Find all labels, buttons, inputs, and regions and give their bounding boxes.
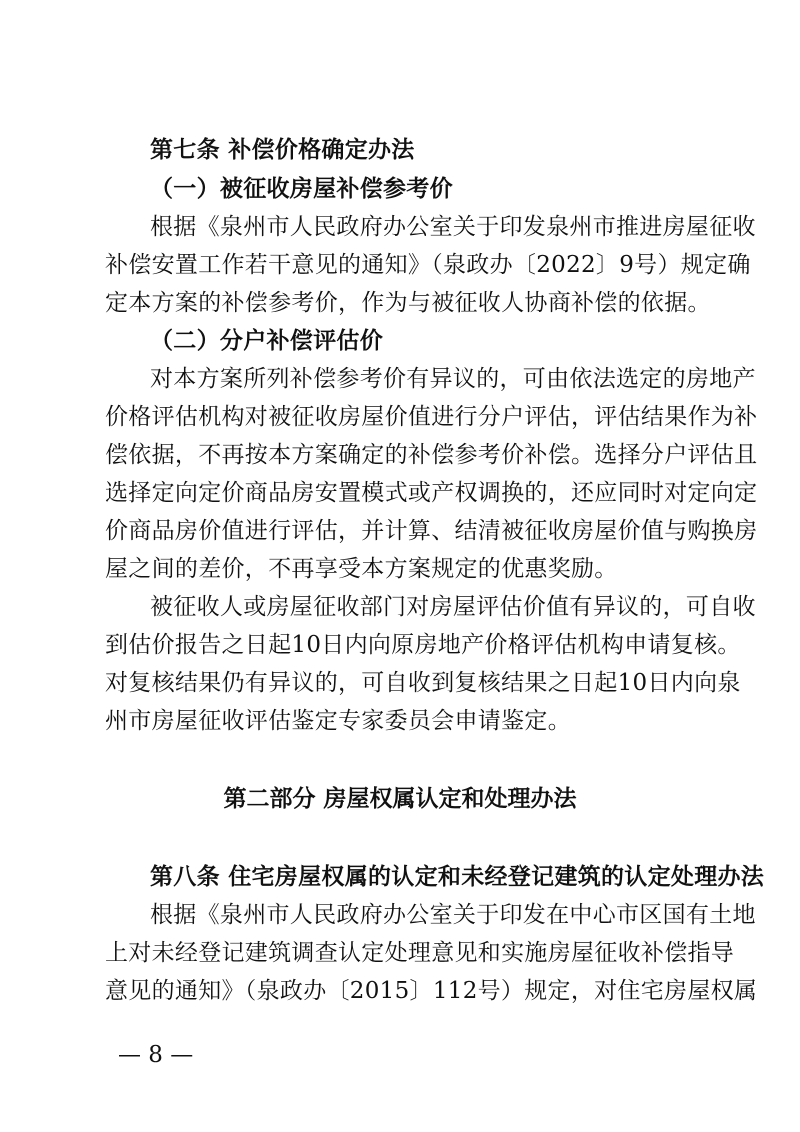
paragraph-line: 到估价报告之日起10日内向原房地产价格评估机构申请复核。 <box>105 632 741 658</box>
paragraph-line: 定本方案的补偿参考价，作为与被征收人协商补偿的依据。 <box>105 290 711 316</box>
article-7-subheading-1: （一）被征收房屋补偿参考价 <box>150 176 453 202</box>
paragraph-line: 价格评估机构对被征收房屋价值进行分户评估，评估结果作为补 <box>105 404 758 430</box>
article-7-subheading-2: （二）分户补偿评估价 <box>150 328 383 354</box>
paragraph-line: 偿依据，不再按本方案确定的补偿参考价补偿。选择分户评估且 <box>105 442 758 468</box>
part-2-title: 第二部分 房屋权属认定和处理办法 <box>223 786 577 812</box>
paragraph-line: 对本方案所列补偿参考价有异议的，可由依法选定的房地产 <box>150 366 756 392</box>
paragraph-line: 屋之间的差价，不再享受本方案规定的优惠奖励。 <box>105 556 618 582</box>
page-number: — 8 — <box>118 1042 194 1068</box>
article-8-heading: 第八条 住宅房屋权属的认定和未经登记建筑的认定处理办法 <box>150 864 765 890</box>
paragraph-line: 州市房屋征收评估鉴定专家委员会申请鉴定。 <box>105 708 571 734</box>
paragraph-line: 根据《泉州市人民政府办公室关于印发在中心市区国有土地 <box>150 902 756 928</box>
paragraph-line: 上对未经登记建筑调查认定处理意见和实施房屋征收补偿指导 <box>105 940 735 966</box>
paragraph-line: 根据《泉州市人民政府办公室关于印发泉州市推进房屋征收 <box>150 214 756 240</box>
paragraph-line: 对复核结果仍有异议的，可自收到复核结果之日起10日内向泉 <box>105 670 741 696</box>
paragraph-line: 补偿安置工作若干意见的通知》（泉政办〔2022〕9号）规定确 <box>105 252 751 278</box>
article-7-heading: 第七条 补偿价格确定办法 <box>150 137 415 163</box>
paragraph-line: 选择定向定价商品房安置模式或产权调换的，还应同时对定向定 <box>105 480 758 506</box>
paragraph-line: 被征收人或房屋征收部门对房屋评估价值有异议的，可自收 <box>150 594 756 620</box>
paragraph-line: 价商品房价值进行评估，并计算、结清被征收房屋价值与购换房 <box>105 518 758 544</box>
paragraph-line: 意见的通知》（泉政办〔2015〕112号）规定，对住宅房屋权属 <box>105 978 758 1004</box>
